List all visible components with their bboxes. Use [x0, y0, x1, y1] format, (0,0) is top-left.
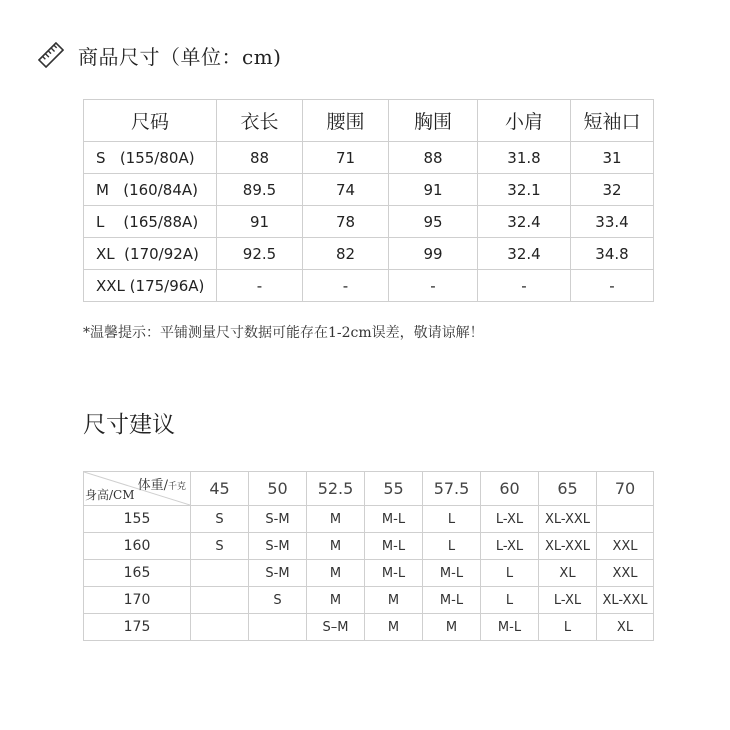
size-label: M (160/84A)	[84, 174, 217, 206]
corner-header-cell	[84, 472, 191, 506]
size-cell: L-XL	[481, 506, 539, 533]
size-cell: M	[307, 506, 365, 533]
column-header-waist: 腰围	[303, 100, 389, 142]
height-value: 160	[84, 533, 191, 560]
size-cell: L	[481, 587, 539, 614]
section-title: 尺寸建议	[83, 412, 175, 438]
size-cell: M	[307, 533, 365, 560]
size-cell: XL-XXL	[597, 587, 654, 614]
size-cell: S-M	[249, 533, 307, 560]
size-cell: M	[365, 614, 423, 641]
size-cell	[191, 560, 249, 587]
size-cell: M-L	[365, 560, 423, 587]
rec-table-header-row	[84, 472, 654, 506]
size-cell: XL	[539, 560, 597, 587]
size-label: S (155/80A)	[84, 142, 217, 174]
column-header-sleeve: 短袖口	[571, 100, 654, 142]
size-cell: M-L	[365, 506, 423, 533]
size-cell: XXL	[597, 560, 654, 587]
table-cell: 31	[571, 142, 654, 174]
weight-header: 70	[597, 472, 654, 506]
table-row	[84, 614, 654, 641]
size-cell: L	[423, 533, 481, 560]
size-cell: S-M	[249, 560, 307, 587]
size-cell	[191, 614, 249, 641]
size-cell: S	[249, 587, 307, 614]
size-label: XL (170/92A)	[84, 238, 217, 270]
size-cell: L-XL	[481, 533, 539, 560]
weight-header: 60	[481, 472, 539, 506]
size-cell: XL-XXL	[539, 533, 597, 560]
table-cell: 95	[389, 206, 478, 238]
size-cell: S	[191, 533, 249, 560]
size-label: L (165/88A)	[84, 206, 217, 238]
size-cell: M-L	[423, 560, 481, 587]
table-cell: 32.4	[478, 206, 571, 238]
table-cell: 92.5	[217, 238, 303, 270]
size-cell: M	[365, 587, 423, 614]
size-cell: XXL	[597, 533, 654, 560]
column-header-chest: 胸围	[389, 100, 478, 142]
table-cell: 88	[389, 142, 478, 174]
table-row	[84, 506, 654, 533]
size-table	[83, 99, 654, 302]
weight-header: 65	[539, 472, 597, 506]
column-header-shoulder: 小肩	[478, 100, 571, 142]
size-cell	[597, 506, 654, 533]
size-cell: L	[481, 560, 539, 587]
size-cell	[249, 614, 307, 641]
table-cell: -	[303, 270, 389, 302]
height-axis-label: 身高/CM	[85, 488, 135, 502]
size-cell: M-L	[481, 614, 539, 641]
table-cell: 82	[303, 238, 389, 270]
height-value: 175	[84, 614, 191, 641]
size-cell	[191, 587, 249, 614]
table-cell: 34.8	[571, 238, 654, 270]
weight-header: 57.5	[423, 472, 481, 506]
size-table-header-row	[84, 100, 654, 142]
size-recommendation-table	[83, 471, 654, 641]
size-cell: M-L	[365, 533, 423, 560]
table-cell: 71	[303, 142, 389, 174]
table-cell: 89.5	[217, 174, 303, 206]
table-cell: 32.1	[478, 174, 571, 206]
table-cell: 33.4	[571, 206, 654, 238]
table-cell: 32	[571, 174, 654, 206]
table-cell: 91	[389, 174, 478, 206]
column-header-length: 衣长	[217, 100, 303, 142]
ruler-icon	[38, 42, 64, 68]
table-row	[84, 533, 654, 560]
table-row	[84, 270, 654, 302]
weight-header: 50	[249, 472, 307, 506]
size-cell: S–M	[307, 614, 365, 641]
table-row	[84, 560, 654, 587]
table-row	[84, 238, 654, 270]
table-cell: 88	[217, 142, 303, 174]
size-cell: S-M	[249, 506, 307, 533]
size-cell: M	[423, 614, 481, 641]
measurement-note: *温馨提示：平铺测量尺寸数据可能存在1-2cm误差，敬请谅解！	[83, 325, 484, 341]
height-value: 165	[84, 560, 191, 587]
table-cell: 32.4	[478, 238, 571, 270]
table-row	[84, 206, 654, 238]
weight-header: 52.5	[307, 472, 365, 506]
table-cell: 74	[303, 174, 389, 206]
table-cell: -	[478, 270, 571, 302]
table-cell: 91	[217, 206, 303, 238]
size-cell: L-XL	[539, 587, 597, 614]
table-cell: 99	[389, 238, 478, 270]
weight-axis-label: 体重/千克	[137, 478, 186, 493]
weight-header: 55	[365, 472, 423, 506]
table-row	[84, 174, 654, 206]
weight-unit: 千克	[167, 482, 186, 492]
size-cell: M	[307, 560, 365, 587]
table-cell: -	[389, 270, 478, 302]
table-row	[84, 587, 654, 614]
table-row	[84, 142, 654, 174]
column-header-size: 尺码	[84, 100, 217, 142]
height-value: 170	[84, 587, 191, 614]
height-value: 155	[84, 506, 191, 533]
size-cell: S	[191, 506, 249, 533]
size-label: XXL (175/96A)	[84, 270, 217, 302]
size-cell: L	[423, 506, 481, 533]
table-cell: 78	[303, 206, 389, 238]
size-cell: M	[307, 587, 365, 614]
table-cell: 31.8	[478, 142, 571, 174]
size-cell: XL-XXL	[539, 506, 597, 533]
size-cell: L	[539, 614, 597, 641]
header	[38, 38, 281, 72]
page-title: 商品尺寸（单位：cm)	[78, 44, 282, 69]
size-cell: M-L	[423, 587, 481, 614]
weight-header: 45	[191, 472, 249, 506]
size-cell: XL	[597, 614, 654, 641]
table-cell: -	[571, 270, 654, 302]
table-cell: -	[217, 270, 303, 302]
